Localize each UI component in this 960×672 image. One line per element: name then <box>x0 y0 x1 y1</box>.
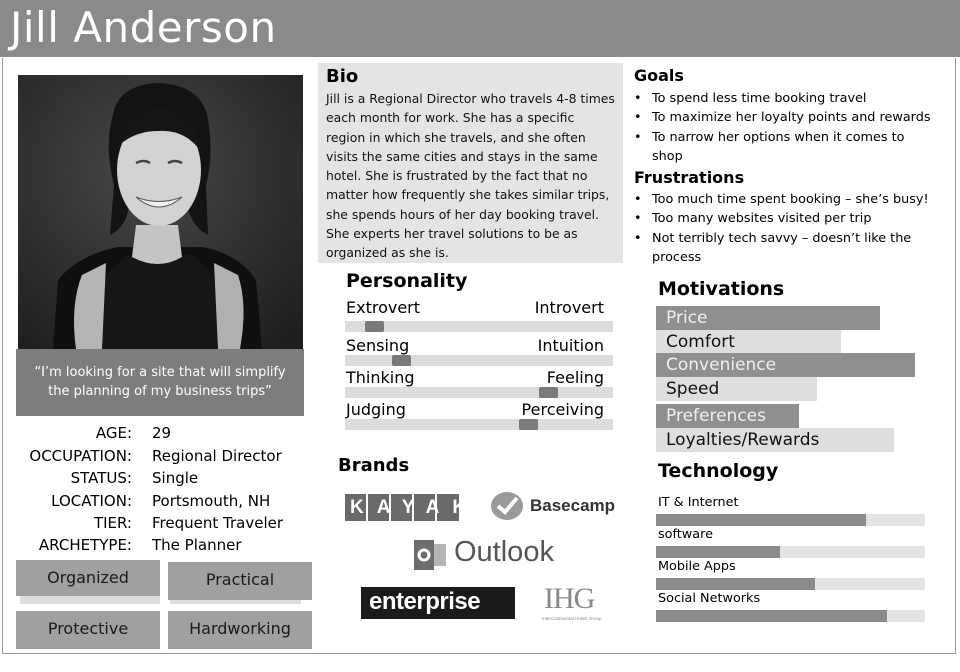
demo-label: ARCHETYPE: <box>38 536 132 554</box>
goal-item: • To spend less time booking travel <box>634 89 944 108</box>
demo-label: STATUS: <box>70 469 132 487</box>
enterprise-text: enterprise <box>369 588 481 615</box>
motivation-label: Convenience <box>666 355 777 375</box>
kayak-logo <box>345 494 480 526</box>
personality-title: Personality <box>346 270 468 292</box>
motivation-bar <box>656 306 880 330</box>
personality-right-label: Feeling <box>546 368 604 387</box>
personality-right-label: Introvert <box>534 298 604 317</box>
goal-item: • To maximize her loyalty points and rewards <box>634 108 944 127</box>
motivation-label: Speed <box>666 379 720 399</box>
technology-track <box>656 610 925 622</box>
goals-title: Goals <box>634 66 684 85</box>
goals-list <box>634 89 944 167</box>
personality-left-label: Sensing <box>346 336 410 355</box>
motivation-bar <box>656 353 915 377</box>
demo-row-status <box>0 469 310 491</box>
trait-hardworking: Hardworking <box>168 611 312 649</box>
technology-fill <box>656 546 780 558</box>
personality-marker <box>365 321 384 332</box>
technology-label: software <box>658 527 713 542</box>
trait-practical: Practical <box>168 562 312 600</box>
demo-label: OCCUPATION: <box>29 447 132 465</box>
personality-left-label: Judging <box>346 400 406 419</box>
persona-photo <box>18 75 303 349</box>
basecamp-icon <box>490 489 524 521</box>
trait-organized: Organized <box>16 560 160 596</box>
portrait-image <box>18 75 303 349</box>
demo-row-location <box>0 492 310 514</box>
persona-name: Jill Anderson <box>10 3 277 52</box>
basecamp-text: Basecamp <box>530 496 616 515</box>
ihg-text: IHG <box>544 582 595 615</box>
demo-value: Frequent Traveler <box>152 514 284 532</box>
ihg-subtext: InterContinental Hotels Group <box>542 616 602 621</box>
motivation-bar <box>656 428 894 452</box>
demo-value: The Planner <box>152 536 242 554</box>
motivation-label: Comfort <box>666 332 735 352</box>
frustration-item: • Too much time spent booking – she’s busy! <box>634 190 944 209</box>
bio-text: Jill is a Regional Director who travels 4-8 times each month for work. She has a specific region in which she travels, and she often visits the same cities and stays in the same hotel. She is frustrated by the fact that no matter how frequently she takes similar trips, she spends hours of her day booking travel. She experts her travel solutions to be as organized as she is. <box>326 91 615 261</box>
personality-marker <box>392 355 411 366</box>
personality-left-label: Extrovert <box>346 298 421 317</box>
personality-track <box>345 419 613 430</box>
kayak-logo-text: KAYAK <box>350 497 480 518</box>
demo-value: Portsmouth, NH <box>152 492 271 510</box>
personality-track <box>345 387 613 398</box>
basecamp-logo <box>490 489 620 523</box>
bio-panel <box>318 63 623 263</box>
motivation-bar <box>656 330 841 354</box>
personality-track <box>345 321 613 332</box>
brands-title: Brands <box>338 455 410 476</box>
demo-value: Regional Director <box>152 447 282 465</box>
technology-track <box>656 578 925 590</box>
goal-item: • To narrow her options when it comes to shop <box>634 128 924 167</box>
demo-value: 29 <box>152 424 172 442</box>
demo-label: TIER: <box>93 514 132 532</box>
technology-fill <box>656 514 866 526</box>
personality-right-label: Perceiving <box>521 400 604 419</box>
motivation-label: Loyalties/Rewards <box>666 430 820 450</box>
frustrations-list <box>634 190 944 268</box>
technology-title: Technology <box>658 460 779 482</box>
technology-label: IT & Internet <box>658 495 739 510</box>
persona-quote: “I’m looking for a site that will simplify the planning of my business trips” <box>16 349 304 416</box>
ihg-logo <box>540 582 630 624</box>
personality-left-label: Thinking <box>346 368 415 387</box>
personality-track <box>345 355 613 366</box>
demo-label: AGE: <box>95 424 132 442</box>
trait-protective: Protective <box>16 611 160 649</box>
personality-marker <box>519 419 538 430</box>
motivation-bar <box>656 377 817 401</box>
technology-track <box>656 546 925 558</box>
demo-row-tier <box>0 514 310 536</box>
enterprise-logo <box>361 587 515 619</box>
motivations-title: Motivations <box>658 278 785 300</box>
motivation-label: Preferences <box>666 406 766 426</box>
demo-row-archetype <box>0 536 310 558</box>
motivation-bar <box>656 404 799 428</box>
frustration-item: • Not terribly tech savvy – doesn’t like the process <box>634 229 934 268</box>
demo-label: LOCATION: <box>51 492 132 510</box>
frustrations-title: Frustrations <box>634 168 745 187</box>
frustration-item: • Too many websites visited per trip <box>634 209 944 228</box>
demo-value: Single <box>152 469 199 487</box>
technology-track <box>656 514 925 526</box>
technology-fill <box>656 610 887 622</box>
personality-marker <box>539 387 558 398</box>
demo-row-occupation <box>0 447 310 469</box>
technology-label: Mobile Apps <box>658 559 736 574</box>
outlook-text: Outlook <box>454 536 554 568</box>
motivation-label: Price <box>666 308 708 328</box>
technology-label: Social Networks <box>658 591 761 606</box>
outlook-icon <box>414 538 448 572</box>
header-banner <box>0 0 960 57</box>
demo-row-age <box>0 424 310 446</box>
personality-right-label: Intuition <box>537 336 604 355</box>
bio-title: Bio <box>326 66 359 87</box>
outlook-logo <box>414 537 574 573</box>
technology-fill <box>656 578 815 590</box>
